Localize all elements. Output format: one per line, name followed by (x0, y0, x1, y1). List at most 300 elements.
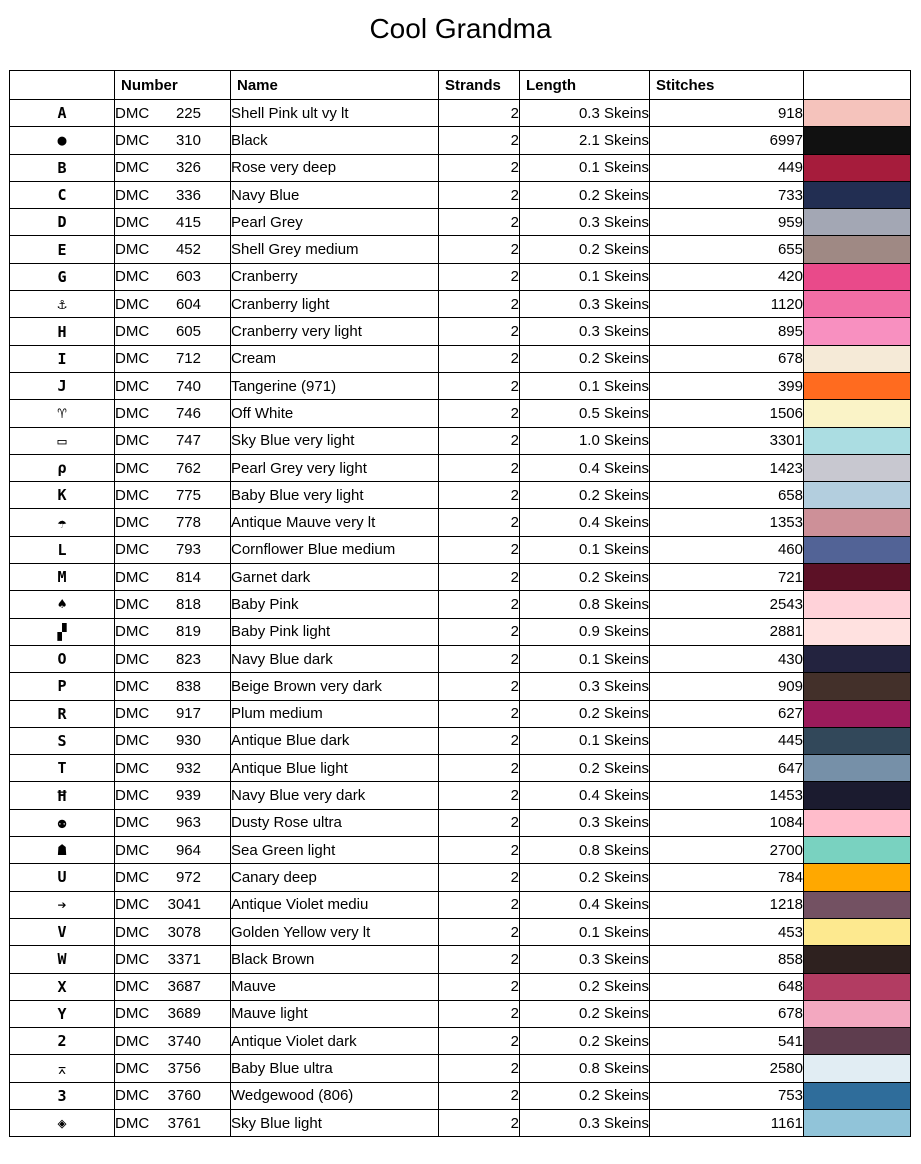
color-swatch-cell (804, 700, 911, 727)
strands-value: 2 (439, 837, 520, 864)
stitches-value: 3301 (650, 427, 804, 454)
color-swatch-cell (804, 345, 911, 372)
thread-number (115, 727, 231, 754)
stitch-symbol: S (10, 727, 115, 754)
table-row (10, 591, 911, 618)
table-row (10, 946, 911, 973)
color-swatch (804, 892, 910, 918)
color-swatch-cell (804, 1082, 911, 1109)
thread-number (115, 782, 231, 809)
color-swatch (804, 673, 910, 699)
thread-brand: DMC (115, 759, 150, 777)
thread-brand: DMC (115, 732, 150, 750)
stitch-symbol: T (10, 755, 115, 782)
stitch-symbol: ⚉ (10, 809, 115, 836)
length-value: 0.2 Skeins (520, 1028, 650, 1055)
color-swatch-cell (804, 154, 911, 181)
thread-brand: DMC (115, 923, 150, 941)
color-swatch (804, 646, 910, 672)
table-row (10, 564, 911, 591)
stitch-symbol: Y (10, 1000, 115, 1027)
stitch-symbol: ☂ (10, 509, 115, 536)
thread-number (115, 809, 231, 836)
table-row (10, 345, 911, 372)
strands-value: 2 (439, 181, 520, 208)
stitch-symbol: ◈ (10, 1109, 115, 1136)
table-row (10, 181, 911, 208)
table-row (10, 454, 911, 481)
stitch-symbol: P (10, 673, 115, 700)
color-swatch-cell (804, 263, 911, 290)
length-value: 0.1 Skeins (520, 727, 650, 754)
thread-number (115, 1109, 231, 1136)
thread-number (115, 318, 231, 345)
strands-value: 2 (439, 591, 520, 618)
thread-name: Tangerine (971) (231, 372, 439, 399)
stitches-value: 627 (650, 700, 804, 727)
thread-brand: DMC (115, 623, 150, 641)
thread-number (115, 918, 231, 945)
color-swatch (804, 455, 910, 481)
stitches-value: 909 (650, 673, 804, 700)
table-row (10, 1055, 911, 1082)
color-swatch-cell (804, 536, 911, 563)
color-swatch-cell (804, 1055, 911, 1082)
length-value: 0.2 Skeins (520, 1082, 650, 1109)
thread-brand: DMC (115, 978, 150, 996)
thread-code: 972 (175, 868, 201, 886)
strands-value: 2 (439, 345, 520, 372)
color-swatch-cell (804, 564, 911, 591)
thread-code: 814 (175, 568, 201, 586)
length-value: 0.8 Skeins (520, 1055, 650, 1082)
thread-name: Beige Brown very dark (231, 673, 439, 700)
table-row (10, 127, 911, 154)
stitches-value: 648 (650, 973, 804, 1000)
thread-number (115, 291, 231, 318)
thread-code: 604 (175, 295, 201, 313)
thread-brand: DMC (115, 814, 150, 832)
color-swatch-cell (804, 100, 911, 127)
color-swatch-cell (804, 482, 911, 509)
table-row (10, 154, 911, 181)
thread-code: 964 (175, 841, 201, 859)
thread-brand: DMC (115, 131, 150, 149)
color-swatch-cell (804, 755, 911, 782)
thread-brand: DMC (115, 159, 150, 177)
table-header-row (10, 71, 911, 100)
color-swatch (804, 591, 910, 617)
stitches-value: 733 (650, 181, 804, 208)
length-value: 0.4 Skeins (520, 454, 650, 481)
thread-name: Mauve light (231, 1000, 439, 1027)
thread-brand: DMC (115, 241, 150, 259)
header-length: Length (520, 71, 650, 100)
thread-number (115, 400, 231, 427)
color-swatch (804, 537, 910, 563)
strands-value: 2 (439, 782, 520, 809)
strands-value: 2 (439, 427, 520, 454)
thread-number (115, 673, 231, 700)
color-swatch (804, 728, 910, 754)
color-swatch (804, 209, 910, 235)
thread-code: 3687 (167, 978, 201, 996)
strands-value: 2 (439, 809, 520, 836)
stitches-value: 430 (650, 645, 804, 672)
stitches-value: 445 (650, 727, 804, 754)
stitches-value: 1423 (650, 454, 804, 481)
strands-value: 2 (439, 891, 520, 918)
strands-value: 2 (439, 536, 520, 563)
strands-value: 2 (439, 673, 520, 700)
color-swatch-cell (804, 427, 911, 454)
stitch-symbol: H (10, 318, 115, 345)
thread-code: 452 (175, 241, 201, 259)
stitches-value: 678 (650, 1000, 804, 1027)
color-swatch (804, 509, 910, 535)
thread-code: 605 (175, 323, 201, 341)
stitches-value: 453 (650, 918, 804, 945)
thread-brand: DMC (115, 1114, 150, 1132)
thread-code: 3689 (167, 1005, 201, 1023)
stitch-symbol: ▭ (10, 427, 115, 454)
color-swatch (804, 373, 910, 399)
page-title: Cool Grandma (369, 13, 552, 44)
table-row (10, 291, 911, 318)
thread-name: Sea Green light (231, 837, 439, 864)
thread-brand: DMC (115, 1087, 150, 1105)
stitch-symbol: O (10, 645, 115, 672)
strands-value: 2 (439, 700, 520, 727)
thread-name: Antique Mauve very lt (231, 509, 439, 536)
stitches-value: 460 (650, 536, 804, 563)
color-swatch (804, 318, 910, 344)
thread-name: Antique Blue light (231, 755, 439, 782)
thread-number (115, 645, 231, 672)
strands-value: 2 (439, 154, 520, 181)
thread-code: 838 (175, 677, 201, 695)
color-swatch (804, 428, 910, 454)
length-value: 0.2 Skeins (520, 236, 650, 263)
color-swatch (804, 482, 910, 508)
thread-brand: DMC (115, 950, 150, 968)
thread-number (115, 536, 231, 563)
thread-brand: DMC (115, 104, 150, 122)
thread-name: Cream (231, 345, 439, 372)
color-swatch-cell (804, 918, 911, 945)
thread-number (115, 427, 231, 454)
stitch-symbol: ♠ (10, 591, 115, 618)
table-row (10, 318, 911, 345)
thread-name: Antique Blue dark (231, 727, 439, 754)
thread-name: Navy Blue very dark (231, 782, 439, 809)
thread-number (115, 209, 231, 236)
length-value: 0.2 Skeins (520, 482, 650, 509)
strands-value: 2 (439, 454, 520, 481)
length-value: 0.1 Skeins (520, 645, 650, 672)
length-value: 0.3 Skeins (520, 809, 650, 836)
thread-name: Wedgewood (806) (231, 1082, 439, 1109)
strands-value: 2 (439, 400, 520, 427)
thread-name: Sky Blue very light (231, 427, 439, 454)
stitches-value: 541 (650, 1028, 804, 1055)
thread-code: 917 (175, 705, 201, 723)
thread-brand: DMC (115, 595, 150, 613)
header-symbol (10, 71, 115, 100)
table-row (10, 673, 911, 700)
color-swatch-cell (804, 809, 911, 836)
thread-name: Mauve (231, 973, 439, 1000)
table-row (10, 263, 911, 290)
stitch-symbol: M (10, 564, 115, 591)
stitches-value: 2700 (650, 837, 804, 864)
thread-number (115, 236, 231, 263)
color-swatch-cell (804, 127, 911, 154)
color-swatch (804, 346, 910, 372)
thread-brand: DMC (115, 486, 150, 504)
stitches-value: 1353 (650, 509, 804, 536)
thread-brand: DMC (115, 896, 150, 914)
thread-name: Baby Pink light (231, 618, 439, 645)
color-swatch (804, 946, 910, 972)
thread-brand: DMC (115, 1005, 150, 1023)
thread-code: 3041 (167, 896, 201, 914)
color-swatch (804, 127, 910, 153)
color-swatch-cell (804, 946, 911, 973)
stitch-symbol: A (10, 100, 115, 127)
thread-brand: DMC (115, 404, 150, 422)
thread-code: 778 (175, 514, 201, 532)
length-value: 0.4 Skeins (520, 509, 650, 536)
length-value: 0.1 Skeins (520, 154, 650, 181)
thread-code: 310 (175, 131, 201, 149)
table-row (10, 918, 911, 945)
length-value: 2.1 Skeins (520, 127, 650, 154)
thread-code: 3761 (167, 1114, 201, 1132)
thread-code: 3078 (167, 923, 201, 941)
stitch-symbol: 2 (10, 1028, 115, 1055)
color-swatch (804, 1110, 910, 1136)
thread-name: Cranberry (231, 263, 439, 290)
table-row (10, 1082, 911, 1109)
table-row (10, 100, 911, 127)
length-value: 0.3 Skeins (520, 673, 650, 700)
table-row (10, 482, 911, 509)
thread-number (115, 1055, 231, 1082)
stitches-value: 2543 (650, 591, 804, 618)
length-value: 0.2 Skeins (520, 864, 650, 891)
thread-brand: DMC (115, 1032, 150, 1050)
thread-name: Cranberry very light (231, 318, 439, 345)
thread-brand: DMC (115, 787, 150, 805)
thread-code: 740 (175, 377, 201, 395)
strands-value: 2 (439, 946, 520, 973)
stitches-value: 1161 (650, 1109, 804, 1136)
thread-brand: DMC (115, 377, 150, 395)
table-row (10, 973, 911, 1000)
thread-brand: DMC (115, 568, 150, 586)
thread-name: Antique Violet mediu (231, 891, 439, 918)
thread-brand: DMC (115, 323, 150, 341)
thread-name: Black (231, 127, 439, 154)
strands-value: 2 (439, 645, 520, 672)
thread-code: 712 (175, 350, 201, 368)
thread-code: 225 (175, 104, 201, 122)
length-value: 0.5 Skeins (520, 400, 650, 427)
strands-value: 2 (439, 372, 520, 399)
color-swatch-cell (804, 400, 911, 427)
thread-brand: DMC (115, 213, 150, 231)
thread-name: Cornflower Blue medium (231, 536, 439, 563)
length-value: 0.4 Skeins (520, 891, 650, 918)
color-swatch-cell (804, 291, 911, 318)
strands-value: 2 (439, 127, 520, 154)
thread-code: 930 (175, 732, 201, 750)
table-row (10, 727, 911, 754)
table-row (10, 809, 911, 836)
thread-code: 963 (175, 814, 201, 832)
strands-value: 2 (439, 1082, 520, 1109)
color-swatch (804, 155, 910, 181)
table-row (10, 755, 911, 782)
table-body (10, 100, 911, 1137)
thread-name: Shell Grey medium (231, 236, 439, 263)
table-row (10, 618, 911, 645)
thread-brand: DMC (115, 650, 150, 668)
stitch-symbol: 3 (10, 1082, 115, 1109)
stitches-value: 858 (650, 946, 804, 973)
thread-brand: DMC (115, 868, 150, 886)
stitches-value: 2881 (650, 618, 804, 645)
color-swatch (804, 974, 910, 1000)
length-value: 0.2 Skeins (520, 755, 650, 782)
thread-number (115, 1082, 231, 1109)
color-swatch-cell (804, 318, 911, 345)
table-row (10, 782, 911, 809)
color-swatch-cell (804, 591, 911, 618)
thread-name: Pearl Grey (231, 209, 439, 236)
stitch-symbol: I (10, 345, 115, 372)
thread-brand: DMC (115, 459, 150, 477)
stitch-symbol: D (10, 209, 115, 236)
stitch-symbol: ☗ (10, 837, 115, 864)
stitches-value: 1120 (650, 291, 804, 318)
table-row (10, 236, 911, 263)
strands-value: 2 (439, 618, 520, 645)
stitch-symbol: L (10, 536, 115, 563)
strands-value: 2 (439, 727, 520, 754)
stitch-symbol: ➔ (10, 891, 115, 918)
header-color (804, 71, 911, 100)
thread-name: Sky Blue light (231, 1109, 439, 1136)
stitch-symbol: B (10, 154, 115, 181)
thread-number (115, 1000, 231, 1027)
thread-code: 326 (175, 159, 201, 177)
stitches-value: 895 (650, 318, 804, 345)
thread-number (115, 591, 231, 618)
color-swatch-cell (804, 782, 911, 809)
thread-code: 3740 (167, 1032, 201, 1050)
thread-code: 793 (175, 541, 201, 559)
stitches-value: 753 (650, 1082, 804, 1109)
strands-value: 2 (439, 509, 520, 536)
table-row (10, 1109, 911, 1136)
length-value: 0.2 Skeins (520, 973, 650, 1000)
stitches-value: 399 (650, 372, 804, 399)
stitches-value: 959 (650, 209, 804, 236)
color-swatch (804, 782, 910, 808)
thread-code: 939 (175, 787, 201, 805)
length-value: 0.1 Skeins (520, 536, 650, 563)
stitch-symbol: J (10, 372, 115, 399)
stitches-value: 658 (650, 482, 804, 509)
color-swatch-cell (804, 454, 911, 481)
stitch-symbol: ♈ (10, 400, 115, 427)
color-swatch (804, 810, 910, 836)
color-swatch-cell (804, 1109, 911, 1136)
thread-name: Baby Pink (231, 591, 439, 618)
length-value: 0.1 Skeins (520, 372, 650, 399)
thread-number (115, 127, 231, 154)
stitches-value: 784 (650, 864, 804, 891)
color-swatch (804, 701, 910, 727)
color-swatch-cell (804, 1000, 911, 1027)
color-swatch (804, 400, 910, 426)
thread-brand: DMC (115, 1060, 150, 1078)
stitches-value: 1453 (650, 782, 804, 809)
stitch-symbol: X (10, 973, 115, 1000)
length-value: 0.9 Skeins (520, 618, 650, 645)
stitches-value: 918 (650, 100, 804, 127)
color-swatch (804, 264, 910, 290)
strands-value: 2 (439, 236, 520, 263)
table-row (10, 700, 911, 727)
stitches-value: 420 (650, 263, 804, 290)
thread-name: Shell Pink ult vy lt (231, 100, 439, 127)
stitch-symbol: C (10, 181, 115, 208)
color-swatch (804, 236, 910, 262)
color-swatch-cell (804, 864, 911, 891)
length-value: 0.3 Skeins (520, 946, 650, 973)
thread-name: Canary deep (231, 864, 439, 891)
thread-name: Golden Yellow very lt (231, 918, 439, 945)
thread-brand: DMC (115, 541, 150, 559)
table-row (10, 427, 911, 454)
stitches-value: 1218 (650, 891, 804, 918)
strands-value: 2 (439, 1055, 520, 1082)
thread-code: 336 (175, 186, 201, 204)
thread-number (115, 154, 231, 181)
stitch-symbol: K (10, 482, 115, 509)
length-value: 0.2 Skeins (520, 564, 650, 591)
color-swatch-cell (804, 673, 911, 700)
length-value: 0.3 Skeins (520, 318, 650, 345)
thread-legend-table (9, 70, 911, 1137)
stitches-value: 2580 (650, 1055, 804, 1082)
color-swatch-cell (804, 181, 911, 208)
thread-number (115, 372, 231, 399)
length-value: 1.0 Skeins (520, 427, 650, 454)
thread-name: Antique Violet dark (231, 1028, 439, 1055)
stitches-value: 6997 (650, 127, 804, 154)
strands-value: 2 (439, 1028, 520, 1055)
thread-brand: DMC (115, 350, 150, 368)
thread-name: Navy Blue dark (231, 645, 439, 672)
thread-number (115, 864, 231, 891)
length-value: 0.8 Skeins (520, 837, 650, 864)
length-value: 0.3 Skeins (520, 209, 650, 236)
thread-code: 415 (175, 213, 201, 231)
